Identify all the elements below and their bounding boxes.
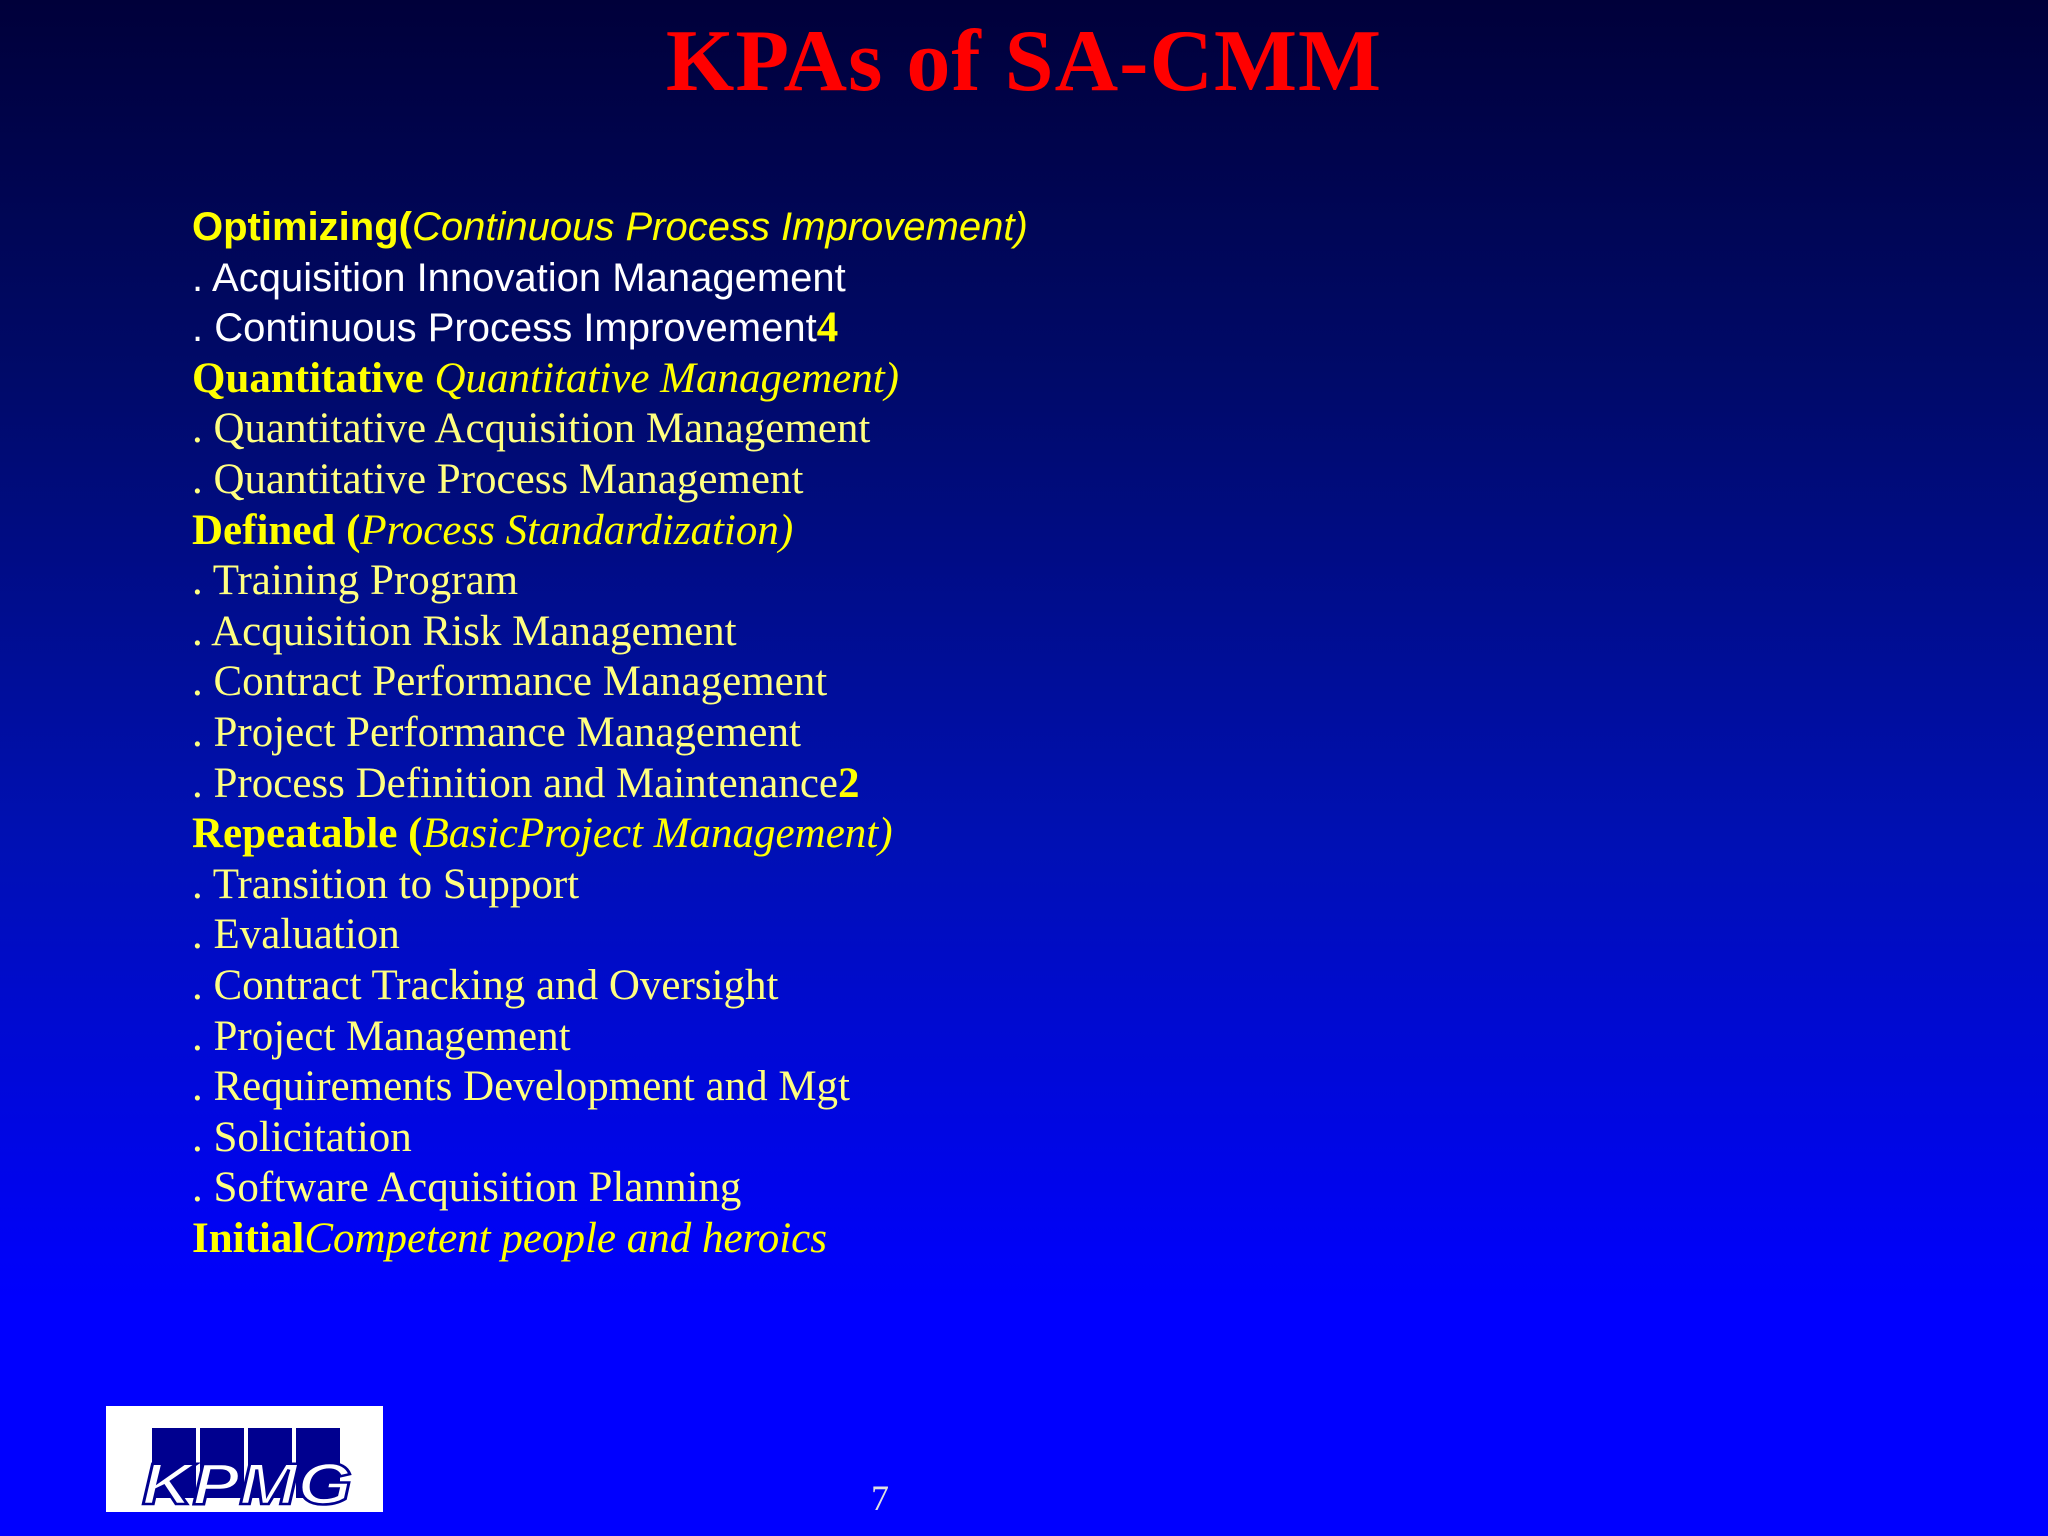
level-label-initial: Initial [192,1214,305,1262]
page-number: 7 [871,1478,889,1518]
level-number: 4 [816,304,839,352]
level-subtitle-optimizing: Continuous Process Improvement) [411,205,1028,249]
kpmg-logo-icon [106,1406,383,1512]
level-heading-repeatable [192,809,1692,860]
level-subtitle-initial: Competent people and heroics [304,1214,827,1262]
kpa-item: . Software Acquisition Planning [192,1164,742,1212]
kpa-item: . Contract Performance Management [192,658,828,706]
level-heading-defined [192,506,1692,557]
kpa-item: . Quantitative Process Management [192,455,804,503]
kpa-item [192,303,1692,354]
level-subtitle-defined: Process Standardization) [360,506,794,554]
level-heading-initial [192,1214,1692,1265]
kpa-item: . Transition to Support [192,860,580,908]
kpa-item-text: . Continuous Process Improvement [192,306,817,351]
kpa-item [192,759,1692,810]
kpa-item-text: . Process Definition and Maintenance [192,759,839,807]
level-subtitle-repeatable: BasicProject Management) [422,810,893,858]
kpa-item: . Requirements Development and Mgt [192,1063,850,1111]
kpa-item: . Project Performance Management [192,708,801,756]
kpa-item: . Training Program [192,557,519,605]
kpa-item: . Acquisition Risk Management [192,607,737,655]
level-label-repeatable: Repeatable ( [192,810,423,858]
kpa-item: . Quantitative Acquisition Management [192,405,871,453]
level-label-quantitative: Quantitative [192,354,435,402]
kpa-item: . Solicitation [192,1113,412,1161]
level-number: 2 [838,759,860,807]
kpa-item: . Evaluation [192,911,400,959]
kpa-list [192,202,1692,1264]
logo-wordmark: KPMG [142,1452,352,1512]
kpmg-logo [106,1406,383,1512]
kpa-item: . Project Management [192,1012,571,1060]
level-heading-optimizing [192,202,1692,253]
level-subtitle-quantitative: Quantitative Management) [434,354,899,402]
level-heading-quantitative [192,354,1692,405]
kpa-item: . Contract Tracking and Oversight [192,961,779,1009]
level-label-defined: Defined ( [192,506,361,554]
kpa-item: . Acquisition Innovation Management [192,255,846,300]
slide-title: KPAs of SA-CMM [665,13,1383,110]
level-label-optimizing: Optimizing( [192,205,412,249]
